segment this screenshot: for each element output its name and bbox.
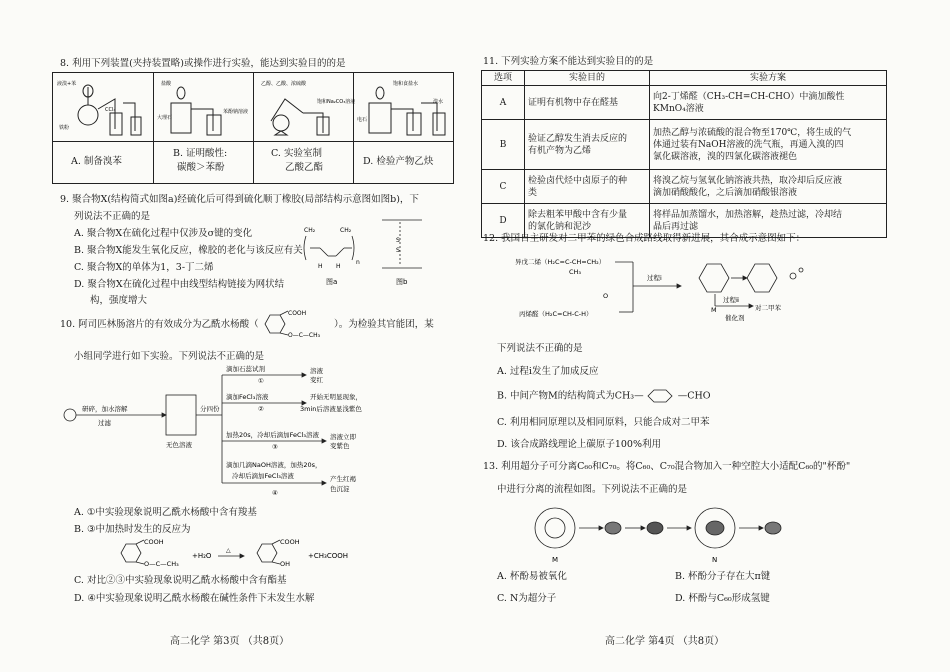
row-a-goal: 证明有机物中存在醛基 [525, 86, 650, 120]
flow-result4b: 色沉淀 [330, 485, 350, 493]
svg-text:O—C—CH₃: O—C—CH₃ [288, 332, 321, 339]
svg-text:H: H [336, 263, 341, 270]
q10-stem-line1a: 10. 阿司匹林肠溶片的有效成分为乙酰水杨酸（ [60, 319, 259, 330]
process-1-label: 过程ⅰ [647, 274, 662, 282]
row-a-plan: 向2-丁烯醛（CH₃-CH=CH-CHO）中滴加酸性 KMnO₄溶液 [650, 86, 887, 120]
q8-stem: 8. 利用下列装置(夹持装置略)或操作进行实验，能达到实验目的的是 [60, 58, 346, 69]
q12-synthesis-scheme [495, 250, 895, 340]
eq-water: +H₂O [192, 552, 212, 560]
product-label: 对二甲苯 [755, 304, 781, 312]
label-ccl4: CCl₄ [105, 107, 116, 113]
m-label: M [711, 306, 717, 314]
fig-b-caption: 图b [396, 278, 408, 286]
process-2-label: 过程ⅱ [723, 296, 739, 304]
label-na2co3: 饱和Na₂CO₃溶液 [317, 99, 356, 105]
q13-option-b[interactable]: B. 杯酚分子存在大π键 [675, 571, 771, 582]
label-liquid-bromine: 液溴+苯 [57, 81, 77, 87]
q12-option-d[interactable]: D. 该合成路线理论上碳原子100%利用 [497, 439, 661, 450]
fig-a-caption: 图a [326, 278, 338, 286]
label-iron-powder: 铁粉 [59, 125, 70, 131]
flow-solution: 无色溶液 [166, 441, 192, 449]
flow-branch2-num: ② [258, 405, 264, 413]
q13-stem-line2: 中进行分离的流程如图。下列说法不正确的是 [497, 484, 688, 495]
row-b-goal: 验证乙醇发生消去反应的 有机产物为乙烯 [525, 120, 650, 170]
flow-branch4-num: ④ [272, 489, 278, 497]
q9-option-d-line2: 构，强度增大 [90, 295, 148, 306]
svg-text:O—C—CH₃: O—C—CH₃ [144, 560, 179, 568]
q13-option-a[interactable]: A. 杯酚易被氧化 [497, 571, 567, 582]
footer-page-4: 高二化学 第4页 （共8页） [605, 636, 725, 647]
row-b-plan: 加热乙醇与浓硫酸的混合物至170℃，将生成的气 体通过装有NaOH溶液的洗气瓶，再通入溴的四 氯化碳溶液，溴的四氯化碳溶液褪色 [650, 120, 887, 170]
table-header-row [482, 71, 887, 86]
isoprene-label: 异戊二烯（H₂C=C-CH=CH₂） [515, 258, 606, 266]
aspirin-structure [258, 309, 322, 339]
flow-result2a: 开始无明显现象， [310, 393, 362, 401]
q8-option-a[interactable]: A. 制备溴苯 [71, 156, 122, 167]
table-row[interactable] [482, 86, 887, 120]
header-goal: 实验目的 [525, 71, 650, 86]
isoprene-methyl: CH₃ [569, 268, 582, 276]
q9-structure-figures [300, 208, 430, 290]
row-a-label: A [482, 86, 525, 120]
eq-acetic-acid: +CH₃COOH [308, 552, 348, 560]
flow-start: 研碎，加水溶解 [82, 405, 128, 413]
row-d-label: D [482, 204, 525, 238]
header-option: 选项 [482, 71, 525, 86]
flow-result1a: 溶液 [310, 367, 323, 375]
q13-calixarene-scheme [515, 502, 835, 568]
q9-option-c[interactable]: C. 聚合物X的单体为1，3-丁二烯 [74, 262, 214, 273]
catalyst-label: 催化剂 [725, 314, 745, 322]
svg-text:COOH: COOH [288, 310, 307, 317]
q10-option-b[interactable]: B. ③中加热时发生的反应为 [74, 524, 191, 535]
label-marble: 大理石 [157, 115, 173, 121]
q10-option-d[interactable]: D. ④中实验现象说明乙酰水杨酸在碱性条件下未发生水解 [74, 593, 315, 604]
label-bromine-water: 溴水 [433, 99, 444, 105]
header-plan: 实验方案 [650, 71, 887, 86]
q13-option-d[interactable]: D. 杯酚与C₆₀形成氢键 [675, 593, 770, 604]
q10-flowchart [62, 365, 442, 505]
q12-option-c[interactable]: C. 利用相同原理以及相同原料，只能合成对二甲苯 [497, 417, 710, 428]
q10-b-equation [112, 536, 412, 572]
page-4 [475, 0, 950, 672]
flow-filter: 过滤 [98, 419, 111, 427]
q12-option-b-cho: —CHO [677, 390, 711, 402]
label-calcium-carbide: 电石 [357, 117, 368, 123]
svg-text:COOH: COOH [280, 538, 300, 546]
q8-option-c[interactable]: C. 实验室制 [271, 148, 322, 159]
flow-branch3: 加热20s，冷却后滴加FeCl₃溶液 [226, 431, 319, 439]
q11-stem: 11. 下列实验方案不能达到实验目的的是 [483, 56, 654, 67]
row-b-label: B [482, 120, 525, 170]
table-row[interactable] [482, 170, 887, 204]
q12-option-a[interactable]: A. 过程ⅰ发生了加成反应 [497, 366, 599, 377]
q12-option-b[interactable] [497, 388, 711, 404]
flow-result3b: 变紫色 [330, 442, 350, 450]
flow-branch1-num: ① [258, 377, 264, 385]
flow-result1b: 变红 [310, 376, 323, 384]
q9-stem-line1: 9. 聚合物X(结构简式如图a)经硫化后可得到硫化顺丁橡胶(局部结构示意图如图b)，下 [60, 194, 419, 205]
flow-result4a: 产生红褐 [330, 475, 356, 483]
eq-heat: △ [226, 547, 231, 554]
row-d-plan: 将样品加蒸馏水，加热溶解，趁热过滤，冷却结 晶后再过滤 [650, 204, 887, 238]
acrolein-oxygen: O [603, 292, 609, 300]
svg-text:OH: OH [280, 560, 291, 568]
flow-result3a: 溶液立即 [330, 433, 356, 441]
q13-option-c[interactable]: C. N为超分子 [497, 593, 557, 604]
q8-option-b-line2: 碳酸＞苯酚 [177, 162, 225, 173]
q8-option-b[interactable]: B. 证明酸性: [173, 148, 228, 159]
q8-option-c-line2: 乙酸乙酯 [285, 162, 324, 173]
table-row[interactable] [482, 120, 887, 170]
flow-branch2: 滴加FeCl₃溶液 [226, 393, 269, 401]
label-sodium-phenoxide: 苯酚钠溶液 [223, 109, 249, 115]
q11-table [481, 70, 887, 238]
label-hcl: 盐酸 [161, 81, 172, 87]
row-c-plan: 将溴乙烷与氢氧化钠溶液共热，取冷却后反应液 滴加硝酸酸化，之后滴加硝酸银溶液 [650, 170, 887, 204]
acrolein-label: 丙烯醛（H₂C=CH-C-H） [519, 310, 593, 318]
q10-stem-line2: 小组同学进行如下实验。下列说法不正确的是 [74, 351, 265, 362]
q13-stem-line1: 13. 利用超分子可分离C₆₀和C₇₀。将C₆₀、C₇₀混合物加入一种空腔大小适配C₆₀的"杯酚" [483, 461, 851, 472]
q12-stem: 12. 我国自主研发对二甲苯的绿色合成路线取得新进展，其合成示意图如下： [483, 233, 806, 244]
footer-page-3: 高二化学 第3页 （共8页） [170, 636, 290, 647]
q9-option-d[interactable]: D. 聚合物X在硫化过程中由线型结构链接为网状结 [74, 279, 285, 290]
q8-option-d[interactable]: D. 检验产物乙炔 [363, 156, 434, 167]
svg-text:S: S [396, 237, 400, 244]
q9-stem-line2: 列说法不正确的是 [74, 211, 151, 222]
q10-option-a[interactable]: A. ①中实验现象说明乙酰水杨酸中含有羧基 [74, 507, 257, 518]
row-c-goal: 检验卤代烃中卤原子的种 类 [525, 170, 650, 204]
row-d-goal: 除去粗苯甲酸中含有少量 的氯化钠和泥沙 [525, 204, 650, 238]
q8-apparatus-drawings [53, 73, 453, 141]
benzene-ring-icon [647, 388, 675, 404]
q12-option-b-text: B. 中间产物M的结构简式为CH₃— [497, 390, 644, 402]
q8-apparatus-table [52, 72, 454, 184]
row-c-label: C [482, 170, 525, 204]
n-caption: N [712, 556, 718, 564]
flow-branch3-num: ③ [272, 443, 278, 451]
svg-text:COOH: COOH [144, 538, 164, 546]
q10-option-c[interactable]: C. 对比②③中实验现象说明乙酰水杨酸中含有酯基 [74, 575, 287, 586]
svg-text:CH₂: CH₂ [304, 227, 316, 234]
flow-split: 分四份 [200, 405, 220, 413]
svg-text:n: n [356, 259, 360, 266]
svg-text:S: S [396, 247, 400, 254]
flow-result2b: 3min后溶液显浅紫色 [300, 405, 362, 413]
flow-branch1: 滴加石蕊试剂 [226, 365, 265, 373]
q9-option-a[interactable]: A. 聚合物X在硫化过程中仅涉及σ键的变化 [74, 228, 253, 239]
label-ethanol-acid: 乙醇、乙酸、浓硫酸 [261, 81, 307, 87]
q10-stem-line1b: ）。为检验其官能团，某 [334, 319, 434, 330]
q9-option-b[interactable]: B. 聚合物X能发生氧化反应，橡胶的老化与该反应有关 [74, 245, 303, 256]
flow-branch4b: 冷却后滴加FeCl₃溶液 [232, 472, 294, 480]
label-salt-water: 饱和食盐水 [393, 81, 419, 87]
svg-text:CH₂: CH₂ [340, 227, 352, 234]
flow-branch4a: 滴加几滴NaOH溶液，加热20s， [226, 461, 322, 469]
svg-text:H: H [318, 263, 323, 270]
m-caption: M [552, 556, 559, 564]
q12-lead: 下列说法不正确的是 [497, 343, 583, 354]
